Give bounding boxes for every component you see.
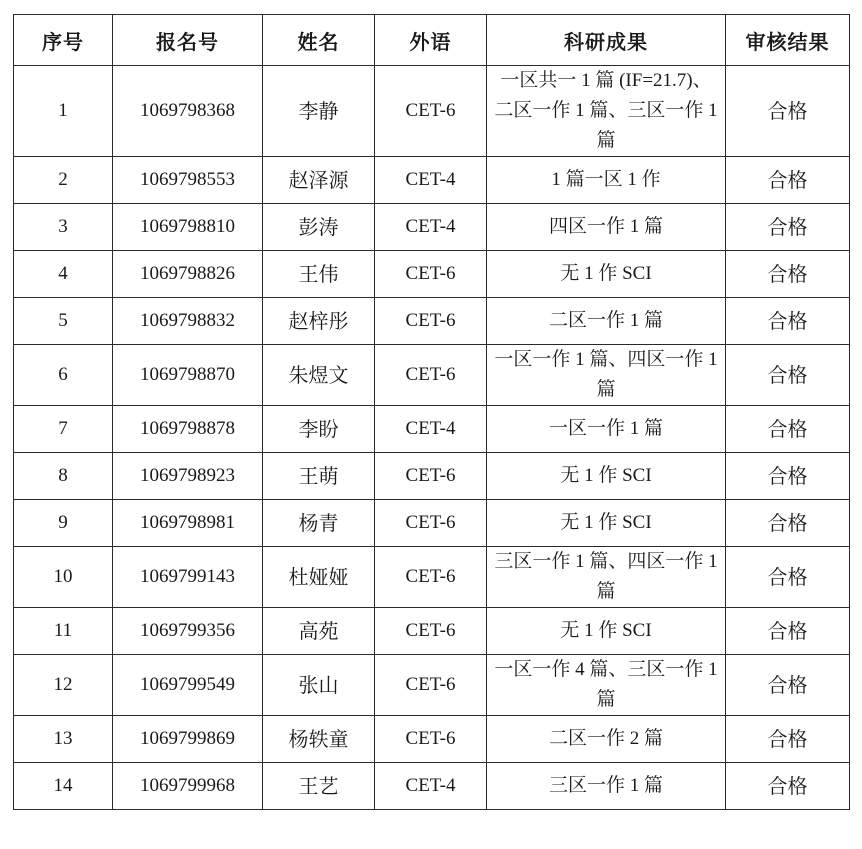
cell-foreign-language: CET-6 [375, 608, 487, 655]
cell-name: 张山 [263, 655, 375, 716]
cell-serial-number: 2 [14, 157, 113, 204]
cell-registration-number: 1069799143 [113, 547, 263, 608]
cell-research-achievements: 无 1 作 SCI [487, 251, 726, 298]
header-serial-number: 序号 [14, 15, 113, 66]
cell-research-achievements: 无 1 作 SCI [487, 453, 726, 500]
cell-research-achievements: 一区一作 1 篇、四区一作 1 篇 [487, 345, 726, 406]
cell-name: 王伟 [263, 251, 375, 298]
cell-foreign-language: CET-6 [375, 716, 487, 763]
cell-foreign-language: CET-6 [375, 251, 487, 298]
cell-serial-number: 1 [14, 66, 113, 157]
cell-serial-number: 6 [14, 345, 113, 406]
cell-foreign-language: CET-6 [375, 453, 487, 500]
cell-review-result: 合格 [726, 345, 850, 406]
cell-serial-number: 10 [14, 547, 113, 608]
cell-research-achievements: 四区一作 1 篇 [487, 204, 726, 251]
cell-serial-number: 9 [14, 500, 113, 547]
cell-name: 李盼 [263, 406, 375, 453]
cell-registration-number: 1069798981 [113, 500, 263, 547]
cell-review-result: 合格 [726, 716, 850, 763]
cell-registration-number: 1069798553 [113, 157, 263, 204]
cell-research-achievements: 三区一作 1 篇、四区一作 1 篇 [487, 547, 726, 608]
cell-name: 杨轶童 [263, 716, 375, 763]
cell-name: 朱煜文 [263, 345, 375, 406]
cell-foreign-language: CET-6 [375, 500, 487, 547]
table-row [14, 204, 850, 251]
cell-name: 高苑 [263, 608, 375, 655]
cell-serial-number: 12 [14, 655, 113, 716]
cell-research-achievements: 二区一作 1 篇 [487, 298, 726, 345]
cell-foreign-language: CET-6 [375, 298, 487, 345]
cell-registration-number: 1069798878 [113, 406, 263, 453]
cell-name: 王艺 [263, 763, 375, 810]
review-results-table [13, 14, 850, 810]
cell-research-achievements: 三区一作 1 篇 [487, 763, 726, 810]
cell-review-result: 合格 [726, 406, 850, 453]
cell-foreign-language: CET-4 [375, 763, 487, 810]
cell-serial-number: 11 [14, 608, 113, 655]
cell-registration-number: 1069798923 [113, 453, 263, 500]
table-row [14, 655, 850, 716]
cell-name: 杜娅娅 [263, 547, 375, 608]
table-row [14, 453, 850, 500]
cell-foreign-language: CET-6 [375, 345, 487, 406]
cell-serial-number: 14 [14, 763, 113, 810]
cell-serial-number: 7 [14, 406, 113, 453]
cell-foreign-language: CET-4 [375, 157, 487, 204]
cell-foreign-language: CET-6 [375, 655, 487, 716]
table-row [14, 157, 850, 204]
cell-foreign-language: CET-6 [375, 547, 487, 608]
cell-registration-number: 1069798368 [113, 66, 263, 157]
cell-name: 彭涛 [263, 204, 375, 251]
cell-review-result: 合格 [726, 298, 850, 345]
cell-review-result: 合格 [726, 608, 850, 655]
header-name: 姓名 [263, 15, 375, 66]
table-row [14, 716, 850, 763]
cell-review-result: 合格 [726, 204, 850, 251]
table-row [14, 547, 850, 608]
header-row [14, 15, 850, 66]
cell-research-achievements: 一区共一 1 篇 (IF=21.7)、二区一作 1 篇、三区一作 1 篇 [487, 66, 726, 157]
cell-registration-number: 1069798810 [113, 204, 263, 251]
cell-review-result: 合格 [726, 763, 850, 810]
table-row [14, 251, 850, 298]
table-row [14, 66, 850, 157]
cell-research-achievements: 一区一作 4 篇、三区一作 1 篇 [487, 655, 726, 716]
header-research-achievements: 科研成果 [487, 15, 726, 66]
cell-serial-number: 4 [14, 251, 113, 298]
cell-name: 杨青 [263, 500, 375, 547]
cell-registration-number: 1069798832 [113, 298, 263, 345]
cell-registration-number: 1069799549 [113, 655, 263, 716]
cell-serial-number: 8 [14, 453, 113, 500]
cell-research-achievements: 二区一作 2 篇 [487, 716, 726, 763]
cell-review-result: 合格 [726, 66, 850, 157]
cell-serial-number: 13 [14, 716, 113, 763]
cell-registration-number: 1069798826 [113, 251, 263, 298]
cell-serial-number: 3 [14, 204, 113, 251]
cell-name: 王萌 [263, 453, 375, 500]
cell-registration-number: 1069799869 [113, 716, 263, 763]
cell-registration-number: 1069799968 [113, 763, 263, 810]
cell-research-achievements: 1 篇一区 1 作 [487, 157, 726, 204]
table-row [14, 608, 850, 655]
cell-name: 赵泽源 [263, 157, 375, 204]
table-row [14, 298, 850, 345]
table-row [14, 763, 850, 810]
cell-foreign-language: CET-6 [375, 66, 487, 157]
cell-research-achievements: 无 1 作 SCI [487, 500, 726, 547]
cell-foreign-language: CET-4 [375, 406, 487, 453]
header-review-result: 审核结果 [726, 15, 850, 66]
table-row [14, 406, 850, 453]
cell-review-result: 合格 [726, 500, 850, 547]
cell-research-achievements: 无 1 作 SCI [487, 608, 726, 655]
cell-name: 李静 [263, 66, 375, 157]
header-registration-number: 报名号 [113, 15, 263, 66]
cell-serial-number: 5 [14, 298, 113, 345]
cell-registration-number: 1069798870 [113, 345, 263, 406]
cell-research-achievements: 一区一作 1 篇 [487, 406, 726, 453]
cell-name: 赵梓彤 [263, 298, 375, 345]
cell-registration-number: 1069799356 [113, 608, 263, 655]
cell-review-result: 合格 [726, 453, 850, 500]
cell-review-result: 合格 [726, 547, 850, 608]
header-foreign-language: 外语 [375, 15, 487, 66]
cell-review-result: 合格 [726, 157, 850, 204]
cell-review-result: 合格 [726, 655, 850, 716]
table-row [14, 345, 850, 406]
cell-foreign-language: CET-4 [375, 204, 487, 251]
cell-review-result: 合格 [726, 251, 850, 298]
document [13, 14, 850, 810]
table-header [14, 15, 850, 66]
table-body [14, 66, 850, 810]
table-row [14, 500, 850, 547]
